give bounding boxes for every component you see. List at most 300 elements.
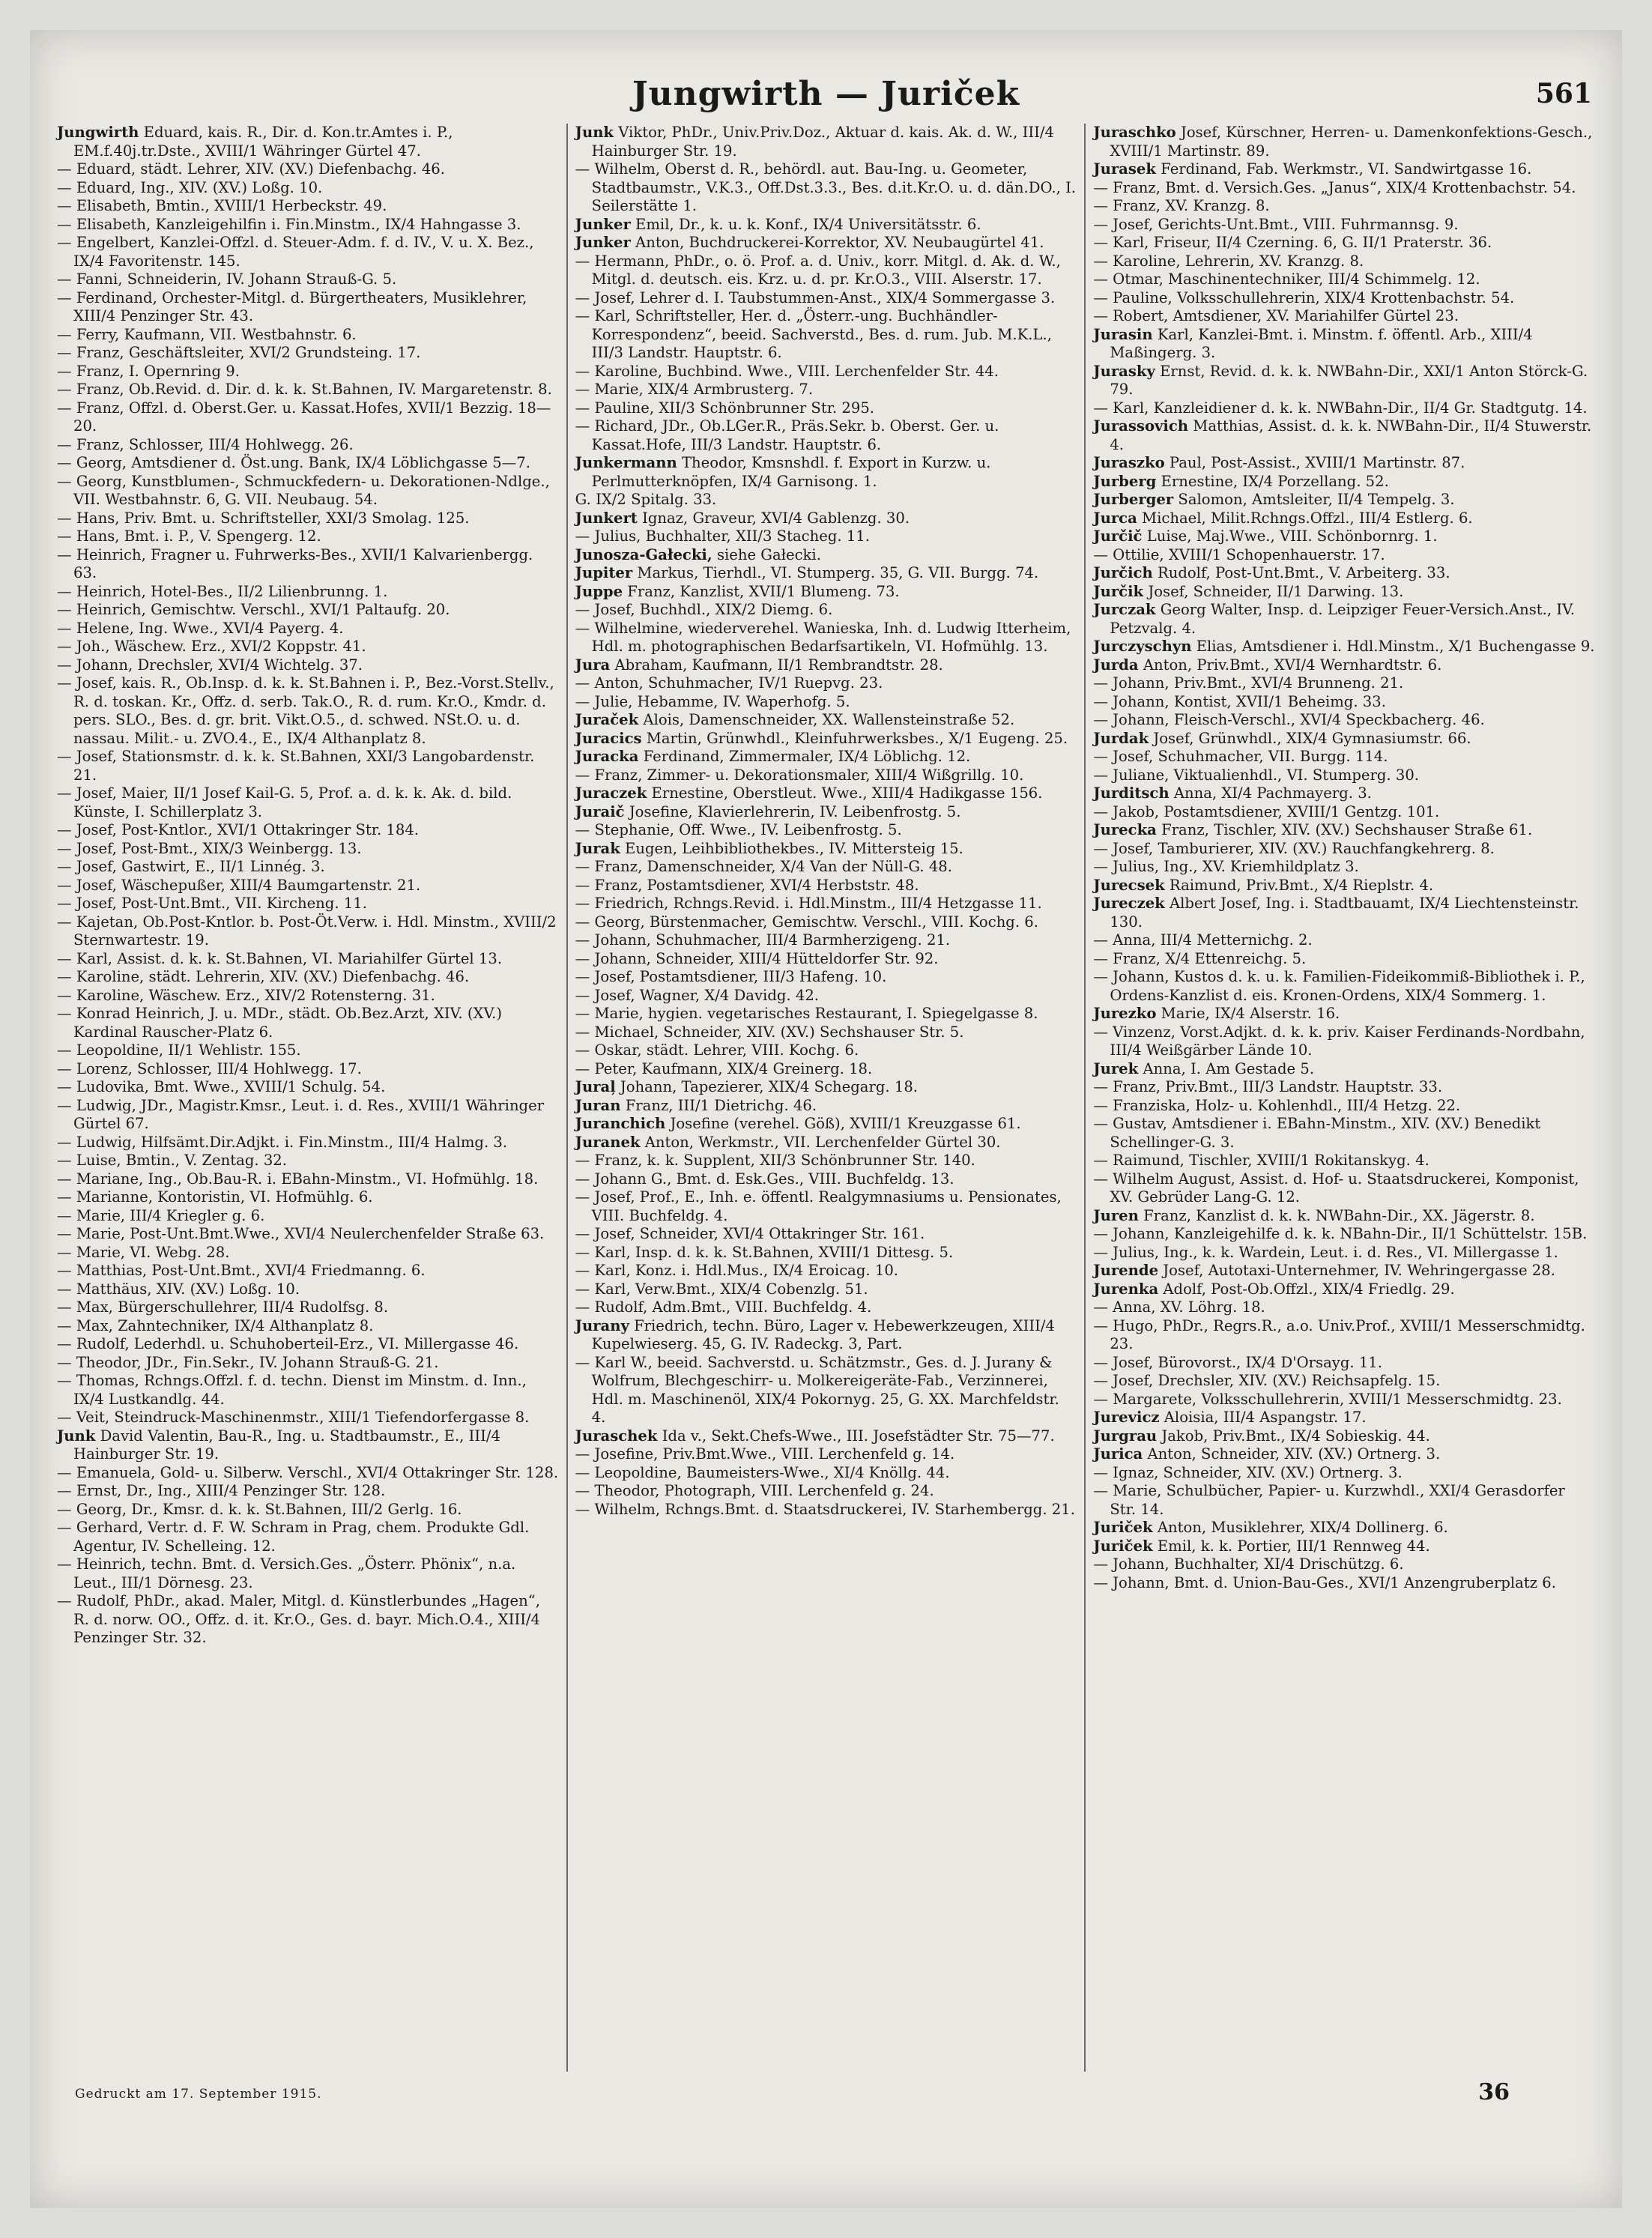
directory-entry	[575, 931, 1077, 950]
entry-surname: Juraček	[575, 711, 639, 728]
entry-text: — Franz, Priv.Bmt., III/3 Landstr. Hauptstr. 33.	[1093, 1078, 1443, 1095]
directory-entry	[1093, 638, 1595, 656]
entry-text: Anna, I. Am Gestade 5.	[1143, 1059, 1315, 1077]
directory-entry	[1093, 840, 1595, 859]
entry-text: — Leopoldine, Baumeisters-Wwe., XI/4 Knöllg. 44.	[575, 1463, 950, 1481]
directory-entry	[1093, 160, 1595, 179]
directory-entry	[575, 216, 1077, 235]
entry-text: — Heinrich, Gemischtw. Verschl., XVI/1 Paltaufg. 20.	[57, 601, 450, 618]
entry-text: — Johann, Bmt. d. Union-Bau-Ges., XVI/1 Anzengruberplatz 6.	[1093, 1573, 1556, 1591]
entry-text: — Georg, Dr., Kmsr. d. k. k. St.Bahnen, III/2 Gerlg. 16.	[57, 1500, 462, 1518]
directory-entry	[575, 363, 1077, 381]
entry-text: — Michael, Schneider, XIV. (XV.) Sechshauser Str. 5.	[575, 1023, 964, 1041]
entry-text: — Thomas, Rchngs.Offzl. f. d. techn. Dienst im Minstm. d. Inn., IX/4 Lustkandlg. 44.	[57, 1372, 527, 1408]
directory-entry	[1093, 1298, 1595, 1317]
directory-entry	[1093, 1317, 1595, 1354]
entry-text: — Franz, Offzl. d. Oberst.Ger. u. Kassat.Hofes, XVII/1 Bezzig. 18—20.	[57, 399, 551, 435]
directory-entry	[1093, 1427, 1595, 1446]
directory-entry	[575, 858, 1077, 877]
directory-entry	[575, 527, 1077, 546]
entry-text: — Johann, Fleisch-Verschl., XVI/4 Speckbacherg. 46.	[1093, 711, 1485, 728]
directory-entry	[575, 950, 1077, 969]
directory-entry	[57, 601, 559, 620]
entry-text: — Franz, k. k. Supplent, XII/3 Schönbrunner Str. 140.	[575, 1152, 975, 1169]
entry-text: — Heinrich, techn. Bmt. d. Versich.Ges. „Österr. Phönix“, n.a. Leut., III/1 Dörnesg. 23.	[57, 1555, 516, 1591]
entry-text: — Juliane, Viktualienhdl., VI. Stumperg. 30.	[1093, 766, 1420, 784]
entry-surname: Jurgrau	[1093, 1427, 1158, 1445]
entry-text: — Josef, Stationsmstr. d. k. k. St.Bahnen, XXI/3 Langobardenstr. 21.	[57, 748, 535, 784]
entry-text: — Matthias, Post-Unt.Bmt., XVI/4 Friedmanng. 6.	[57, 1262, 426, 1279]
entry-text: — Franz, Zimmer- u. Dekorationsmaler, XIII/4 Wißgrillg. 10.	[575, 766, 1024, 784]
entry-surname: Jupiter	[575, 564, 633, 581]
directory-entry	[1093, 1555, 1595, 1574]
entry-text: — Josef, Wagner, X/4 Davidg. 42.	[575, 986, 820, 1004]
entry-text: — Franz, X/4 Ettenreichg. 5.	[1093, 949, 1307, 967]
entry-text: Eduard, kais. R., Dir. d. Kon.tr.Amtes i. P., EM.f.40j.tr.Dste., XVIII/1 Währinger Gürtel 47.	[73, 124, 453, 160]
directory-entry	[1093, 950, 1595, 969]
entry-text: — Hans, Priv. Bmt. u. Schriftsteller, XXI/3 Smolag. 125.	[57, 509, 470, 527]
entry-text: — Johann, Schneider, XIII/4 Hütteldorfer Str. 92.	[575, 949, 939, 967]
entry-text: — Rudolf, PhDr., akad. Maler, Mitgl. d. Künstlerbundes „Hagen“, R. d. norw. OO., Offz. d. it. Kr.O., Ges. d. bayr. Mich.O.4., XIII/4 Penzinger Str. 32.	[57, 1592, 540, 1646]
entry-surname: Juraič	[575, 802, 625, 820]
directory-entry	[1093, 527, 1595, 546]
directory-entry	[1093, 601, 1595, 638]
entry-text: Rudolf, Post-Unt.Bmt., V. Arbeiterg. 33.	[1157, 564, 1450, 581]
directory-entry	[575, 766, 1077, 785]
entry-text: — Matthäus, XIV. (XV.) Loßg. 10.	[57, 1280, 300, 1298]
directory-entry	[57, 1354, 559, 1373]
entry-text: — Josef, Wäschepußer, XIII/4 Baumgartenstr. 21.	[57, 876, 421, 894]
directory-entry	[57, 1464, 559, 1483]
directory-entry	[575, 913, 1077, 932]
directory-entry	[1093, 583, 1595, 602]
entry-surname: Jurda	[1093, 656, 1139, 674]
entry-text: — Karl, Verw.Bmt., XIX/4 Cobenzlg. 51.	[575, 1280, 868, 1298]
directory-entry	[1093, 748, 1595, 766]
entry-text: — Emanuela, Gold- u. Silberw. Verschl., XVI/4 Ottakringer Str. 128.	[57, 1463, 559, 1481]
directory-entry	[575, 620, 1077, 656]
entry-surname: Jurezko	[1093, 1005, 1157, 1022]
directory-entry	[1093, 1372, 1595, 1391]
entry-surname: Juraschek	[575, 1427, 658, 1445]
entry-text: — Wilhelmine, wiederverehel. Wanieska, Inh. d. Ludwig Itterheim, Hdl. m. photographischen Bedarfsartikeln, VI. Hofmühlg. 13.	[575, 619, 1071, 655]
directory-entry	[57, 454, 559, 473]
directory-entry	[57, 1060, 559, 1079]
entry-surname: Jurčich	[1093, 564, 1153, 581]
directory-entry	[1093, 821, 1595, 840]
entry-text: Viktor, PhDr., Univ.Priv.Doz., Aktuar d. kais. Ak. d. W., III/4 Hainburger Str. 19.	[591, 124, 1054, 160]
directory-entry	[575, 803, 1077, 822]
entry-surname: Junk	[57, 1427, 96, 1445]
directory-entry	[57, 527, 559, 546]
directory-entry	[1093, 1060, 1595, 1079]
entry-text: — Josef, Prof., E., Inh. e. öffentl. Realgymnasiums u. Pensionates, VIII. Buchfeldg. 4.	[575, 1188, 1062, 1224]
directory-entry	[575, 840, 1077, 859]
directory-entry	[1093, 803, 1595, 822]
directory-entry	[575, 1023, 1077, 1042]
directory-entry	[575, 564, 1077, 583]
directory-entry	[57, 748, 559, 784]
entry-text: — Karl W., beeid. Sachverstd. u. Schätzmstr., Ges. d. J. Jurany & Wolfrum, Blechgeschirr- u. Molkereigeräte-Fab., Verzinnerei, Hdl. m. Maschinenöl, XIX/4 Pokornyg. 25, G. XX. Marchfeldstr. 4.	[575, 1353, 1059, 1426]
entry-surname: Juracics	[575, 729, 642, 747]
directory-entry	[1093, 197, 1595, 216]
entry-text: Friedrich, techn. Büro, Lager v. Hebewerkzeugen, XIII/4 Kupelwieserg. 45, G. IV. Radeckg. 3, Part.	[591, 1316, 1055, 1352]
directory-entry	[57, 326, 559, 345]
directory-entry	[1093, 399, 1595, 418]
entry-text: — Josef, Drechsler, XIV. (XV.) Reichsapfelg. 15.	[1093, 1372, 1441, 1389]
entry-text: Abraham, Kaufmann, II/1 Rembrandtstr. 28.	[614, 656, 943, 674]
entry-text: Theodor, Kmsnshdl. f. Export in Kurzw. u. Perlmutterknöpfen, IX/4 Garnisong. 1.	[591, 454, 991, 490]
entry-surname: Juraszko	[1093, 454, 1165, 471]
entry-text: — Ferdinand, Orchester-Mitgl. d. Bürgertheaters, Musiklehrer, XIII/4 Penzinger Str. 43.	[57, 288, 527, 324]
directory-entry	[57, 197, 559, 216]
directory-entry	[57, 583, 559, 602]
directory-entry	[57, 270, 559, 289]
directory-entry	[1093, 270, 1595, 289]
entry-text: — Karl, Schriftsteller, Her. d. „Österr.-ung. Buchhändler-Korrespondenz“, beeid. Sachverstd., Bes. d. rum. Jub. M.K.L., III/3 Landstr. Hauptstr. 6.	[575, 307, 1052, 361]
entry-text: Aloisia, III/4 Aspangstr. 17.	[1164, 1409, 1367, 1426]
entry-text: — Pauline, Volksschullehrerin, XIX/4 Krottenbachstr. 54.	[1093, 288, 1515, 306]
entry-text: — Josef, Post-Kntlor., XVI/1 Ottakringer Str. 184.	[57, 821, 420, 838]
entry-text: — Josef, Maier, II/1 Josef Kail-G. 5, Prof. a. d. k. k. Ak. d. bild. Künste, I. Schillerplatz 3.	[57, 784, 512, 820]
directory-entry	[575, 124, 1077, 160]
directory-entry	[57, 784, 559, 821]
entry-text: — Eduard, städt. Lehrer, XIV. (XV.) Diefenbachg. 46.	[57, 160, 445, 178]
entry-text: Anton, Schneider, XIV. (XV.) Ortnerg. 3.	[1147, 1445, 1441, 1463]
directory-entry	[1093, 252, 1595, 271]
directory-entry	[57, 1555, 559, 1592]
entry-surname: Jurczyschyn	[1093, 638, 1192, 655]
directory-entry	[57, 1078, 559, 1097]
directory-entry	[57, 363, 559, 381]
entry-surname: Jurica	[1093, 1445, 1143, 1463]
entry-text: — Franz, Ob.Revid. d. Dir. d. k. k. St.Bahnen, IV. Margaretenstr. 8.	[57, 381, 552, 398]
entry-text: — Josef, Buchhdl., XIX/2 Diemg. 6.	[575, 601, 833, 618]
entry-text: — Josef, Gerichts-Unt.Bmt., VIII. Fuhrmannsg. 9.	[1093, 215, 1459, 233]
directory-entry	[57, 1482, 559, 1501]
print-note: Gedruckt am 17. September 1915.	[75, 2087, 322, 2102]
entry-surname: Junkert	[575, 509, 638, 527]
entry-surname: Juranchich	[575, 1115, 666, 1132]
entry-text: — Karl, Assist. d. k. k. St.Bahnen, VI. Mariahilfer Gürtel 13.	[57, 949, 503, 967]
entry-text: — Josef, Lehrer d. I. Taubstummen-Anst., XIX/4 Sommergasse 3.	[575, 288, 1056, 306]
entry-text: — Leopoldine, II/1 Wehlistr. 155.	[57, 1041, 301, 1059]
directory-entry	[575, 968, 1077, 987]
entry-text: Josef, Kürschner, Herren- u. Damenkonfektions-Gesch., XVIII/1 Martinstr. 89.	[1110, 124, 1593, 160]
directory-entry	[1093, 766, 1595, 785]
directory-entry	[1093, 1078, 1595, 1097]
entry-text: Elias, Amtsdiener i. Hdl.Minstm., X/1 Buchengasse 9.	[1196, 638, 1595, 655]
directory-entry	[1093, 1225, 1595, 1244]
entry-text: Franz, Tischler, XIV. (XV.) Sechshauser Straße 61.	[1161, 821, 1533, 838]
directory-entry	[1093, 784, 1595, 803]
entry-text: Franz, Kanzlist, XVII/1 Blumeng. 73.	[627, 582, 900, 600]
entry-text: — Anna, XV. Löhrg. 18.	[1093, 1298, 1265, 1316]
directory-entry	[57, 950, 559, 969]
entry-surname: Jurčič	[1093, 527, 1143, 545]
directory-entry	[575, 1060, 1077, 1079]
entry-text: — Raimund, Tischler, XVIII/1 Rokitanskyg. 4.	[1093, 1152, 1429, 1169]
directory-entry	[1093, 307, 1595, 326]
directory-entry	[1093, 491, 1595, 509]
entry-text: — Georg, Kunstblumen-, Schmuckfedern- u. Dekorationen-Ndlge., VII. Westbahnstr. 6, G. VII. Neubaug. 54.	[57, 472, 550, 508]
entry-text: Martin, Grünwhdl., Kleinfuhrwerksbes., X/1 Eugeng. 25.	[646, 729, 1068, 747]
directory-entry	[575, 1225, 1077, 1244]
directory-entry	[57, 1134, 559, 1152]
directory-entry	[57, 381, 559, 399]
entry-text: Josef, Grünwhdl., XIX/4 Gymnasiumstr. 66.	[1153, 729, 1471, 747]
entry-text: Johann, Tapezierer, XIX/4 Schegarg. 18.	[620, 1078, 919, 1095]
entry-text: — Franz, Geschäftsleiter, XVI/2 Grundsteing. 17.	[57, 344, 421, 361]
directory-entry	[57, 1041, 559, 1060]
entry-text: — Oskar, städt. Lehrer, VIII. Kochg. 6.	[575, 1041, 859, 1059]
entry-surname: Jureczek	[1093, 895, 1165, 912]
entry-surname: Junkermann	[575, 454, 677, 471]
entry-text: — Jakob, Postamtsdiener, XVIII/1 Gentzg. 101.	[1093, 802, 1440, 820]
entry-surname: Jurdak	[1093, 729, 1149, 747]
entry-text: — Anton, Schuhmacher, IV/1 Ruepvg. 23.	[575, 674, 883, 692]
page-number: 561	[1535, 78, 1592, 109]
entry-text: — Lorenz, Schlosser, III/4 Hohlwegg. 17.	[57, 1059, 362, 1077]
entry-text: — Georg, Amtsdiener d. Öst.ung. Bank, IX/4 Löblichgasse 5—7.	[57, 454, 530, 471]
entry-text: Anton, Buchdruckerei-Korrektor, XV. Neubaugürtel 41.	[635, 234, 1044, 251]
directory-entry	[1093, 858, 1595, 877]
directory-entry	[575, 1244, 1077, 1262]
entry-text: Jakob, Priv.Bmt., IX/4 Sobieskig. 44.	[1161, 1427, 1430, 1445]
directory-entry	[57, 1409, 559, 1427]
entry-surname: Jurasek	[1093, 160, 1156, 178]
entry-text: Josefine, Klavierlehrerin, IV. Leibenfrostg. 5.	[629, 802, 961, 820]
entry-text: — Eduard, Ing., XIV. (XV.) Loßg. 10.	[57, 178, 323, 196]
directory-page	[30, 30, 1622, 2208]
entry-text: — Heinrich, Fragner u. Fuhrwerks-Bes., XVII/1 Kalvarienbergg. 63.	[57, 545, 533, 581]
directory-entry	[575, 1445, 1077, 1464]
entry-text: — Karl, Kanzleidiener d. k. k. NWBahn-Dir., II/4 Gr. Stadtgutg. 14.	[1093, 399, 1588, 417]
entry-text: — Josefine, Priv.Bmt.Wwe., VIII. Lerchenfeld g. 14.	[575, 1445, 955, 1463]
directory-entry	[1093, 1574, 1595, 1593]
entry-text: — Josef, Schneider, XVI/4 Ottakringer Str. 161.	[575, 1225, 925, 1242]
entry-surname: Jurenka	[1093, 1280, 1159, 1298]
entry-text: — Josef, Tamburierer, XIV. (XV.) Rauchfangkehrerg. 8.	[1093, 839, 1495, 857]
entry-surname: Jura	[575, 656, 611, 674]
entry-text: — Theodor, Photograph, VIII. Lerchenfeld g. 24.	[575, 1482, 934, 1499]
entry-text: — Ludovika, Bmt. Wwe., XVIII/1 Schulg. 54.	[57, 1078, 386, 1095]
entry-text: — Ludwig, JDr., Magistr.Kmsr., Leut. i. d. Res., XVIII/1 Währinger Gürtel 67.	[57, 1096, 545, 1132]
directory-entry	[57, 1170, 559, 1189]
entry-text: — Engelbert, Kanzlei-Offzl. d. Steuer-Adm. f. d. IV., V. u. X. Bez., IX/4 Favoritenstr. 145.	[57, 234, 534, 270]
directory-entry	[57, 124, 559, 160]
column-1	[49, 124, 568, 2072]
directory-entry	[1093, 473, 1595, 492]
directory-entry	[575, 711, 1077, 730]
directory-entry	[57, 1207, 559, 1226]
directory-entry	[1093, 877, 1595, 895]
directory-entry	[57, 344, 559, 363]
entry-text: — Julius, Buchhalter, XII/3 Stacheg. 11.	[575, 527, 871, 545]
entry-text: — Franz, I. Opernring 9.	[57, 362, 240, 380]
entry-surname: Jurek	[1093, 1059, 1139, 1077]
entry-text: Markus, Tierhdl., VI. Stumperg. 35, G. VII. Burgg. 74.	[637, 564, 1039, 581]
directory-entry	[575, 1188, 1077, 1225]
entry-text: — Otmar, Maschinentechniker, III/4 Schimmelg. 12.	[1093, 270, 1480, 288]
directory-entry	[1093, 1005, 1595, 1023]
entry-surname: Jurecka	[1093, 821, 1157, 838]
entry-text: — Josef, Gastwirt, E., II/1 Linnég. 3.	[57, 858, 325, 875]
entry-text: Albert Josef, Ing. i. Stadtbauamt, IX/4 Liechtensteinstr. 130.	[1110, 895, 1579, 931]
entry-text: Ferdinand, Zimmermaler, IX/4 Löblichg. 12.	[643, 748, 971, 765]
directory-entry	[1093, 730, 1595, 748]
directory-entry	[1093, 895, 1595, 931]
directory-entry	[1093, 968, 1595, 1005]
directory-entry	[57, 1427, 559, 1464]
directory-entry	[575, 656, 1077, 675]
entry-text: — Franziska, Holz- u. Kohlenhdl., III/4 Hetzg. 22.	[1093, 1096, 1461, 1114]
entry-text: Ernst, Revid. d. k. k. NWBahn-Dir., XXI/1 Anton Störck-G. 79.	[1110, 362, 1588, 398]
directory-entry	[575, 1078, 1077, 1097]
entry-text: Karl, Kanzlei-Bmt. i. Minstm. f. öffentl. Arb., XIII/4 Maßingerg. 3.	[1110, 325, 1533, 361]
directory-entry	[57, 1317, 559, 1336]
directory-entry	[1093, 1280, 1595, 1299]
entry-text: — Franz, Schlosser, III/4 Hohlwegg. 26.	[57, 435, 354, 453]
entry-text: — Vinzenz, Vorst.Adjkt. d. k. k. priv. Kaiser Ferdinands-Nordbahn, III/4 Weißgärber Lände 10.	[1093, 1023, 1585, 1059]
entry-text: — Max, Zahntechniker, IX/4 Althanplatz 8.	[57, 1316, 374, 1334]
directory-entry	[1093, 1391, 1595, 1409]
entry-text: — Hans, Bmt. i. P., V. Spengerg. 12.	[57, 527, 321, 545]
entry-surname: Junk	[575, 124, 614, 141]
entry-text: — Julius, Ing., XV. Kriemhildplatz 3.	[1093, 858, 1359, 875]
directory-entry	[1093, 1482, 1595, 1519]
directory-entry	[575, 583, 1077, 602]
directory-entry	[575, 509, 1077, 528]
entry-text: Franz, Kanzlist d. k. k. NWBahn-Dir., XX. Jägerstr. 8.	[1143, 1206, 1535, 1224]
entry-text: siehe Gałecki.	[716, 545, 821, 563]
entry-text: Matthias, Assist. d. k. k. NWBahn-Dir., II/4 Stuwerstr. 4.	[1110, 417, 1592, 453]
entry-text: — Marie, Schulbücher, Papier- u. Kurzwhdl., XXI/4 Gerasdorfer Str. 14.	[1093, 1482, 1565, 1518]
directory-entry	[57, 399, 559, 436]
entry-text: — Franz, Bmt. d. Versich.Ges. „Janus“, XIX/4 Krottenbachstr. 54.	[1093, 178, 1576, 196]
entry-text: Alois, Damenschneider, XX. Wallensteinstraße 52.	[643, 711, 1015, 728]
directory-entry	[1093, 509, 1595, 528]
directory-entry	[1093, 363, 1595, 399]
directory-entry	[575, 1482, 1077, 1501]
directory-entry	[1093, 1537, 1595, 1556]
directory-entry	[1093, 711, 1595, 730]
entry-text: — Theodor, JDr., Fin.Sekr., IV. Johann Strauß-G. 21.	[57, 1353, 439, 1371]
entry-text: — Richard, JDr., Ob.LGer.R., Präs.Sekr. b. Oberst. Ger. u. Kassat.Hofe, III/3 Landstr. Hauptstr. 6.	[575, 417, 999, 453]
directory-entry	[575, 730, 1077, 748]
entry-text: — Johann, Buchhalter, XI/4 Drischützg. 6.	[1093, 1555, 1404, 1573]
directory-entry	[1093, 179, 1595, 198]
entry-text: — Karoline, Wäschew. Erz., XIV/2 Rotensterng. 31.	[57, 986, 435, 1004]
entry-text: — Friedrich, Rchngs.Revid. i. Hdl.Minstm., III/4 Hetzgasse 11.	[575, 895, 1042, 912]
entry-text: — Konrad Heinrich, J. u. MDr., städt. Ob.Bez.Arzt, XIV. (XV.) Kardinal Rauscher-Platz 6.	[57, 1005, 503, 1041]
directory-entry	[575, 1280, 1077, 1299]
entry-text: Salomon, Amtsleiter, II/4 Tempelg. 3.	[1178, 491, 1455, 508]
directory-entry	[57, 620, 559, 638]
entry-surname: Jurende	[1093, 1262, 1159, 1279]
directory-entry	[575, 454, 1077, 491]
directory-entry	[575, 1134, 1077, 1152]
entry-text: — Margarete, Volksschullehrerin, XVIII/1 Messerschmidtg. 23.	[1093, 1390, 1562, 1408]
directory-entry	[575, 1317, 1077, 1354]
directory-entry	[57, 1005, 559, 1041]
entry-text: — Franz, XV. Kranzg. 8.	[1093, 197, 1270, 214]
entry-surname: Jurasky	[1093, 362, 1155, 380]
directory-entry	[575, 546, 1077, 565]
directory-entry	[1093, 1023, 1595, 1060]
directory-entry	[1093, 1152, 1595, 1170]
entry-text: Anton, Werkmstr., VII. Lerchenfelder Gürtel 30.	[644, 1133, 1001, 1151]
entry-surname: Jurberg	[1093, 472, 1157, 490]
directory-entry	[575, 748, 1077, 766]
entry-text: — Marie, III/4 Kriegler g. 6.	[57, 1206, 265, 1224]
directory-entry	[575, 307, 1077, 363]
directory-entry	[57, 638, 559, 656]
entry-text: Josef, Autotaxi-Unternehmer, IV. Wehringergasse 28.	[1163, 1262, 1555, 1279]
entry-text: — Veit, Steindruck-Maschinenmstr., XIII/1 Tiefendorfergasse 8.	[57, 1409, 530, 1426]
entry-surname: Juraschko	[1093, 124, 1176, 141]
entry-text: — Ferry, Kaufmann, VII. Westbahnstr. 6.	[57, 325, 357, 343]
entry-text: — Wilhelm, Rchngs.Bmt. d. Staatsdruckerei, IV. Starhembergg. 21.	[575, 1500, 1075, 1518]
entry-surname: Juriček	[1093, 1519, 1153, 1536]
column-3	[1086, 124, 1603, 2072]
entry-text: — Ernst, Dr., Ing., XIII/4 Penzinger Str. 128.	[57, 1482, 386, 1499]
directory-entry	[575, 1152, 1077, 1170]
signature-number: 36	[1478, 2079, 1510, 2105]
entry-text: — Josef, Post-Bmt., XIX/3 Weinbergg. 13.	[57, 839, 362, 857]
directory-entry	[575, 1427, 1077, 1446]
entry-surname: Junker	[575, 215, 631, 233]
directory-entry	[1093, 1170, 1595, 1207]
directory-entry	[575, 252, 1077, 289]
entry-text: — Karl, Friseur, II/4 Czerning. 6, G. II/1 Praterstr. 36.	[1093, 234, 1492, 251]
directory-entry	[1093, 1409, 1595, 1427]
entry-text: — Johann G., Bmt. d. Esk.Ges., VIII. Buchfeldg. 13.	[575, 1170, 954, 1188]
entry-text: — Peter, Kaufmann, XIX/4 Greinerg. 18.	[575, 1059, 873, 1077]
entry-text: Eugen, Leihbibliothekbes., IV. Mittersteig 15.	[625, 839, 963, 857]
directory-entry	[1093, 546, 1595, 565]
entry-text: — Rudolf, Lederhdl. u. Schuhoberteil-Erz., VI. Millergasse 46.	[57, 1335, 519, 1352]
directory-entry	[575, 399, 1077, 418]
directory-entry	[1093, 656, 1595, 675]
directory-entry	[57, 234, 559, 270]
entry-surname: Juracka	[575, 748, 639, 765]
entry-text: Ida v., Sekt.Chefs-Wwe., III. Josefstädter Str. 75—77.	[662, 1427, 1055, 1445]
entry-text: — Ignaz, Schneider, XIV. (XV.) Ortnerg. 3.	[1093, 1463, 1403, 1481]
directory-entry	[57, 216, 559, 235]
directory-entry	[575, 160, 1077, 216]
directory-entry	[1093, 1354, 1595, 1373]
entry-text: — Marie, hygien. vegetarisches Restaurant, I. Spiegelgasse 8.	[575, 1005, 1038, 1022]
directory-entry	[575, 693, 1077, 712]
directory-entry	[1093, 1115, 1595, 1152]
directory-entry	[57, 473, 559, 509]
entry-surname: Jungwirth	[57, 124, 139, 141]
entry-text: Anna, XI/4 Pachmayerg. 3.	[1173, 784, 1372, 802]
entry-text: David Valentin, Bau-R., Ing. u. Stadtbaumstr., E., III/4 Hainburger Str. 19.	[73, 1427, 500, 1463]
directory-entry	[575, 1170, 1077, 1189]
directory-entry	[575, 601, 1077, 620]
entry-text: — Marianne, Kontoristin, VI. Hofmühlg. 6.	[57, 1188, 373, 1206]
directory-entry	[575, 987, 1077, 1005]
entry-text: — Karl, Insp. d. k. k. St.Bahnen, XVIII/1 Dittesg. 5.	[575, 1243, 954, 1261]
entry-text: Josef, Schneider, II/1 Darwing. 13.	[1148, 582, 1404, 600]
entry-text: — Pauline, XII/3 Schönbrunner Str. 295.	[575, 399, 875, 417]
directory-entry	[1093, 1464, 1595, 1483]
directory-entry	[1093, 674, 1595, 693]
directory-entry	[575, 234, 1077, 252]
entry-text: — Johann, Schuhmacher, III/4 Barmherzigeng. 21.	[575, 931, 951, 949]
